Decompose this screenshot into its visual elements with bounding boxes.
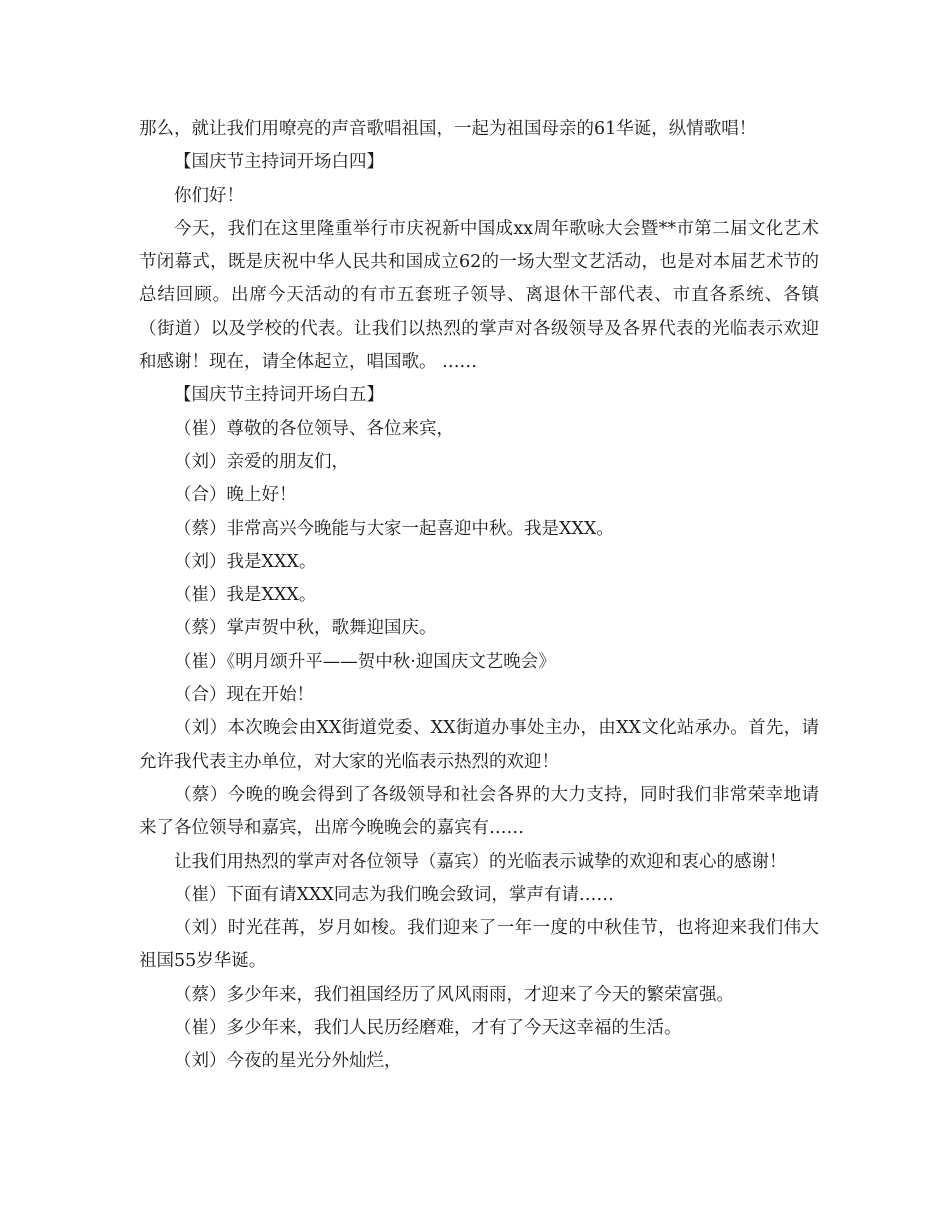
paragraph: 让我们用热烈的掌声对各位领导（嘉宾）的光临表示诚挚的欢迎和衷心的感谢！ (174, 851, 787, 872)
dialogue-line: （合）晚上好！ (174, 485, 297, 506)
dialogue-line: （蔡）多少年来，我们祖国经历了风风雨雨，才迎来了今天的繁荣富强。 (174, 984, 734, 1005)
section-heading: 【国庆节主持词开场白四】 (174, 152, 384, 173)
dialogue-line: （崔）我是XXX。 (174, 585, 317, 606)
dialogue-line: （刘）本次晚会由XX街道党委、XX街道办事处主办，由XX文化站承办。首先，请允许我代表主办单位，对大家的光临表示热烈的欢迎！ (139, 718, 819, 772)
dialogue-line: （崔）《明月颂升平——贺中秋·迎国庆文艺晚会》 (174, 651, 556, 672)
dialogue-line: （刘）亲爱的朋友们， (174, 451, 349, 472)
dialogue-line: （刘）我是XXX。 (174, 551, 317, 572)
dialogue-line: （蔡）掌声贺中秋，歌舞迎国庆。 (174, 618, 437, 639)
paragraph: 你们好！ (174, 185, 244, 206)
dialogue-line: （刘）时光荏苒，岁月如梭。我们迎来了一年一度的中秋佳节，也将迎来我们伟大祖国55岁华诞。 (139, 918, 819, 972)
dialogue-line: （崔）下面有请XXX同志为我们晚会致词，掌声有请…… (174, 884, 614, 905)
dialogue-line: （蔡）今晚的晚会得到了各级领导和社会各界的大力支持，同时我们非常荣幸地请来了各位领导和嘉宾，出席今晚晚会的嘉宾有…… (139, 784, 819, 839)
document-page (139, 113, 819, 1079)
paragraph: 那么，就让我们用嘹亮的声音歌唱祖国，一起为祖国母亲的61华诞，纵情歌唱！ (139, 119, 757, 139)
dialogue-line: （刘）今夜的星光分外灿烂， (174, 1051, 402, 1072)
dialogue-line: （合）现在开始！ (174, 685, 314, 706)
dialogue-line: （崔）尊敬的各位领导、各位来宾， (174, 418, 454, 439)
section-heading: 【国庆节主持词开场白五】 (174, 385, 384, 406)
paragraph: 今天，我们在这里隆重举行市庆祝新中国成xx周年歌咏大会暨**市第二届文化艺术节闭幕式，既是庆祝中华人民共和国成立62的一场大型文艺活动，也是对本届艺术节的总结回顾。出席今天活动的有市五套班子领导、离退休干部代表、市直各系统、各镇（街道）以及学校的代表。让我们以热烈的掌声对各级领导及各界代表的光临表示欢迎和感谢！现在，请全体起立，唱国歌。 …… (139, 218, 819, 373)
dialogue-line: （崔）多少年来，我们人民历经磨难，才有了今天这幸福的生活。 (174, 1018, 682, 1039)
dialogue-line: （蔡）非常高兴今晚能与大家一起喜迎中秋。我是XXX。 (174, 518, 614, 539)
